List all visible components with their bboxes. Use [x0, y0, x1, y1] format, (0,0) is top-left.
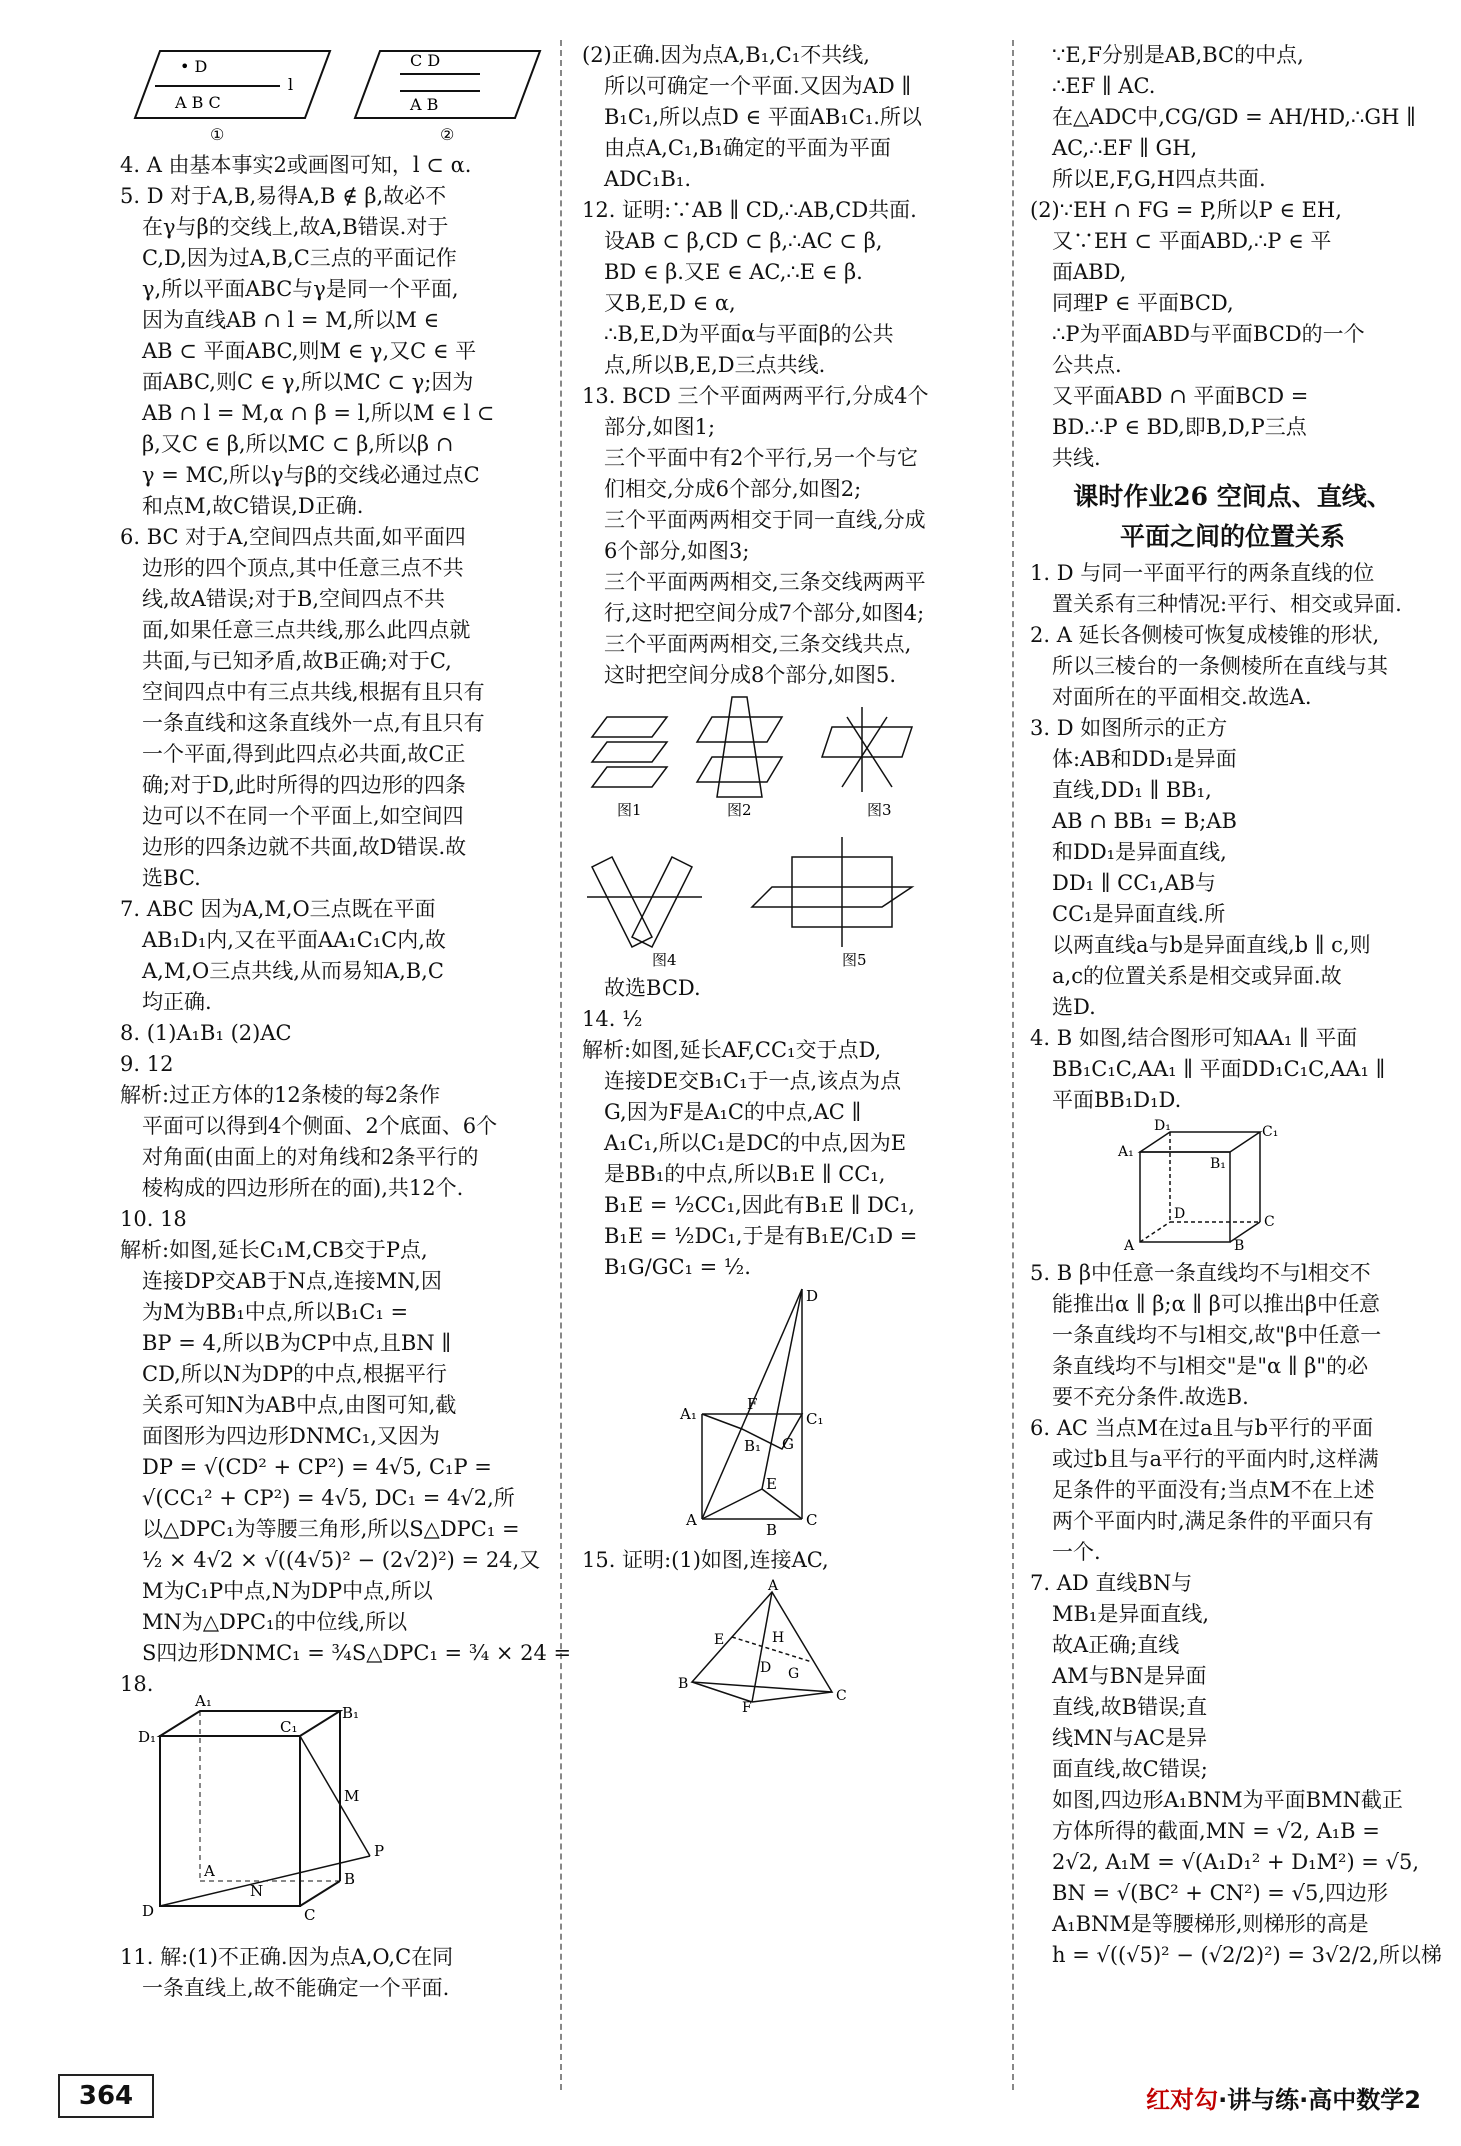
text-line: CD,所以N为DP的中点,根据平行 [142, 1362, 447, 1386]
text-line: 均正确. [142, 990, 212, 1014]
text-line: A₁BNM是等腰梯形,则梯形的高是 [1052, 1912, 1369, 1936]
text-line: 又∵EH ⊂ 平面ABD,∴P ∈ 平 [1052, 229, 1332, 253]
text-line: 4. B 如图,结合图形可知AA₁ ∥ 平面 [1030, 1026, 1358, 1050]
text-line: (2)正确.因为点A,B₁,C₁不共线, [582, 43, 870, 67]
prism-label-a1: A₁ [680, 1405, 697, 1423]
text-line: AB ⊂ 平面ABC,则M ∈ γ,又C ∈ 平 [142, 339, 477, 363]
text-line: 或过b且与a平行的平面内时,这样满 [1052, 1447, 1379, 1471]
text-line: 6. BC 对于A,空间四点共面,如平面四 [120, 525, 466, 549]
text-line: 边形的四条边就不共面,故D错误.故 [142, 835, 467, 859]
text-line: 故A正确;直线 [1052, 1633, 1180, 1657]
fig-caption-1: 图1 [617, 801, 642, 819]
text-line: 边可以不在同一个平面上,如空间四 [142, 804, 464, 828]
cube-label-n: N [250, 1882, 264, 1900]
text-line: 12. 证明:∵AB ∥ CD,∴AB,CD共面. [582, 198, 917, 222]
text-line: 平面BB₁D₁D. [1052, 1088, 1182, 1112]
col3-text-3 [1030, 1258, 1442, 1971]
tri-label-c: C [836, 1688, 847, 1704]
tri-label-b: B [678, 1676, 689, 1692]
page-number: 364 [58, 2074, 154, 2118]
column-divider-1 [560, 40, 562, 2090]
text-line: A,M,O三点共线,从而易知A,B,C [142, 959, 444, 983]
text-line: 18. [120, 1672, 154, 1696]
text-line: 行,这时把空间分成7个部分,如图4; [604, 601, 925, 625]
text-line: 由点A,C₁,B₁确定的平面为平面 [604, 136, 891, 160]
text-line: 条直线均不与l相交"是"α ∥ β"的必 [1052, 1354, 1369, 1378]
text-line: γ,所以平面ABC与γ是同一个平面, [142, 277, 459, 301]
text-line: ∵E,F分别是AB,BC的中点, [1052, 43, 1304, 67]
text-line: 直线,DD₁ ∥ BB₁, [1052, 778, 1212, 802]
column-3 [1030, 40, 1442, 1971]
text-line: 9. 12 [120, 1052, 174, 1076]
text-line: 一条直线上,故不能确定一个平面. [142, 1976, 450, 2000]
text-line: 线MN与AC是异 [1052, 1726, 1208, 1750]
cube-label-b1: B₁ [342, 1704, 360, 1722]
text-line: 以△DPC₁为等腰三角形,所以S△DPC₁ = [142, 1517, 520, 1541]
text-line: 解析:如图,延长C₁M,CB交于P点, [120, 1238, 428, 1262]
cube2-label-d1: D₁ [1154, 1118, 1171, 1134]
col3-text [1030, 40, 1435, 474]
col2-text-after [582, 1545, 992, 1576]
text-line: 连接DP交AB于N点,连接MN,因 [142, 1269, 442, 1293]
cube2-label-c: C [1264, 1214, 1275, 1230]
cube-label-c1: C₁ [280, 1718, 298, 1736]
tri-label-f: F [742, 1700, 752, 1716]
text-line: AB₁D₁内,又在平面AA₁C₁C内,故 [142, 928, 446, 952]
text-line: 边形的四个顶点,其中任意三点不共 [142, 556, 464, 580]
section-heading-line1: 课时作业26 空间点、直线、 [1073, 482, 1392, 511]
column-2 [582, 40, 992, 1718]
cube2-label-d: D [1174, 1206, 1186, 1222]
text-line: 对角面(由面上的对角线和2条平行的 [142, 1145, 479, 1169]
text-line: AB ∩ l = M,α ∩ β = l,所以M ∈ l ⊂ [142, 401, 495, 425]
text-line: 和点M,故C错误,D正确. [142, 494, 364, 518]
text-line: 7. ABC 因为A,M,O三点既在平面 [120, 897, 436, 921]
text-line: BD ∈ β.又E ∈ AC,∴E ∈ β. [604, 260, 863, 284]
text-line: 选D. [1052, 995, 1096, 1019]
text-line: β,又C ∈ β,所以MC ⊂ β,所以β ∩ [142, 432, 454, 456]
fig-caption-4: 图4 [652, 951, 677, 969]
text-line: γ = MC,所以γ与β的交线必通过点C [142, 463, 480, 487]
tri-label-e: E [714, 1632, 725, 1648]
text-line: 一个平面,得到此四点必共面,故C正 [142, 742, 466, 766]
text-line: 1. D 与同一平面平行的两条直线的位 [1030, 561, 1375, 585]
text-line: 以两直线a与b是异面直线,b ∥ c,则 [1052, 933, 1371, 957]
text-line: G,因为F是A₁C的中点,AC ∥ [604, 1100, 862, 1124]
prism-label-f: F [747, 1395, 758, 1413]
column-divider-2 [1012, 40, 1014, 2090]
text-line: 公共点. [1052, 353, 1122, 377]
fig2-number: ② [440, 125, 455, 144]
cube-label-m: M [344, 1787, 360, 1805]
text-line: √(CC₁² + CP²) = 4√5, DC₁ = 4√2,所 [142, 1486, 515, 1510]
prism-label-c: C [806, 1511, 818, 1529]
fig1-label-d: • D [180, 57, 208, 76]
cube2-label-a: A [1124, 1238, 1135, 1254]
text-line: 6. AC 当点M在过a且与b平行的平面 [1030, 1416, 1374, 1440]
text-line: B₁G/GC₁ = ½. [604, 1255, 751, 1279]
text-line: 7. AD 直线BN与 [1030, 1571, 1193, 1595]
text-line: 和DD₁是异面直线, [1052, 840, 1227, 864]
text-line: A₁C₁,所以C₁是DC的中点,因为E [604, 1131, 907, 1155]
tri-label-h: H [772, 1630, 785, 1646]
text-line: 能推出α ∥ β;α ∥ β可以推出β中任意 [1052, 1292, 1380, 1316]
text-line: 11. 解:(1)不正确.因为点A,O,C在同 [120, 1945, 454, 1969]
cube-label-a1: A₁ [195, 1692, 212, 1710]
text-line: CC₁是异面直线.所 [1052, 902, 1226, 926]
text-line: DD₁ ∥ CC₁,AB与 [1052, 871, 1216, 895]
text-line: 所以E,F,G,H四点共面. [1052, 167, 1266, 191]
text-line: 面,如果任意三点共线,那么此四点就 [142, 618, 471, 642]
text-line: 这时把空间分成8个部分,如图5. [604, 663, 897, 687]
cube2-label-a1: A₁ [1118, 1144, 1134, 1160]
col3-text-2 [1030, 558, 1435, 1116]
text-line: 5. B β中任意一条直线均不与l相交不 [1030, 1261, 1371, 1285]
cube2-label-c1: C₁ [1262, 1124, 1279, 1140]
text-line: 故选BCD. [604, 976, 701, 1000]
text-line: 点,所以B,E,D三点共线. [604, 353, 826, 377]
text-line: B₁E = ½DC₁,于是有B₁E/C₁D = [604, 1224, 918, 1248]
text-line: a,c的位置关系是相交或异面.故 [1052, 964, 1342, 988]
text-line: 部分,如图1; [604, 415, 716, 439]
text-line: 3. D 如图所示的正方 [1030, 716, 1228, 740]
text-line: BP = 4,所以B为CP中点,且BN ∥ [142, 1331, 452, 1355]
text-line: 14. ½ [582, 1007, 643, 1031]
fig1-label-abc: A B C [175, 93, 221, 112]
text-line: 对面所在的平面相交.故选A. [1052, 685, 1312, 709]
text-line: S四边形DNMC₁ = ¾S△DPC₁ = ¾ × 24 = [142, 1641, 572, 1665]
text-line: 是BB₁的中点,所以B₁E ∥ CC₁, [604, 1162, 886, 1186]
text-line: 2√2, A₁M = √(A₁D₁² + D₁M²) = √5, [1052, 1850, 1419, 1874]
text-line: C,D,因为过A,B,C三点的平面记作 [142, 246, 457, 270]
fig-caption-5: 图5 [842, 951, 867, 969]
text-line: 面直线,故C错误; [1052, 1757, 1208, 1781]
col2-text [582, 40, 992, 691]
text-line: MN为△DPC₁的中位线,所以 [142, 1610, 408, 1634]
text-line: 8. (1)A₁B₁ (2)AC [120, 1021, 292, 1045]
text-line: 所以三棱台的一条侧棱所在直线与其 [1052, 654, 1388, 678]
cube-label-p: P [374, 1842, 385, 1860]
text-line: 解析:如图,延长AF,CC₁交于点D, [582, 1038, 882, 1062]
cube-label-d: D [142, 1902, 155, 1920]
text-line: 们相交,分成6个部分,如图2; [604, 477, 862, 501]
text-line: 选BC. [142, 866, 201, 890]
text-line: 面图形为四边形DNMC₁,又因为 [142, 1424, 440, 1448]
text-line: ∴B,E,D为平面α与平面β的公共 [604, 322, 894, 346]
cube-label-b: B [344, 1870, 356, 1888]
text-line: 又B,E,D ∈ α, [604, 291, 736, 315]
text-line: (2)∵EH ∩ FG = P,所以P ∈ EH, [1030, 198, 1342, 222]
text-line: 关系可知N为AB中点,由图可知,截 [142, 1393, 457, 1417]
text-line: 如图,四边形A₁BNM为平面BMN截正 [1052, 1788, 1403, 1812]
fig2-label-ab: A B [410, 95, 439, 114]
text-line: 一条直线和这条直线外一点,有且只有 [142, 711, 485, 735]
cube-label-d1: D₁ [138, 1728, 157, 1746]
text-line: 6个部分,如图3; [604, 539, 750, 563]
tri-label-a: A [768, 1578, 779, 1594]
text-line: 三个平面两两相交,三条交线共点, [604, 632, 912, 656]
text-line: 又平面ABD ∩ 平面BCD = [1052, 384, 1309, 408]
text-line: 确;对于D,此时所得的四边形的四条 [142, 773, 466, 797]
prism-figure-q14 [582, 1289, 992, 1539]
cube-figure-q10 [120, 1692, 550, 1936]
text-line: ADC₁B₁. [604, 167, 692, 191]
text-line: AC,∴EF ∥ GH, [1052, 136, 1198, 160]
text-line: 解析:过正方体的12条棱的每2条作 [120, 1083, 441, 1107]
text-line: 设AB ⊂ β,CD ⊂ β,∴AC ⊂ β, [604, 229, 883, 253]
text-line: 线,故A错误;对于B,空间四点不共 [142, 587, 446, 611]
text-line: 为M为BB₁中点,所以B₁C₁ = [142, 1300, 409, 1324]
text-line: 三个平面两两相交,三条交线两两平 [604, 570, 926, 594]
planes-figure [120, 46, 550, 144]
text-line: 置关系有三种情况:平行、相交或异面. [1052, 592, 1402, 616]
cube2-label-b1: B₁ [1210, 1156, 1226, 1172]
planes-five-figures [582, 697, 992, 967]
tri-label-d: D [760, 1660, 772, 1676]
text-line: DP = √(CD² + CP²) = 4√5, C₁P = [142, 1455, 492, 1479]
text-line: BN = √(BC² + CN²) = √5,四边形 [1052, 1881, 1388, 1905]
text-line: 2. A 延长各侧棱可恢复成棱锥的形状, [1030, 623, 1380, 647]
text-line: ½ × 4√2 × √((4√5)² − (2√2)²) = 24,又 [142, 1548, 541, 1572]
prism-label-c1: C₁ [806, 1410, 824, 1428]
text-line: 面ABD, [1052, 260, 1127, 284]
text-line: M为C₁P中点,N为DP中点,所以 [142, 1579, 433, 1603]
text-line: 面ABC,则C ∈ γ,所以MC ⊂ γ;因为 [142, 370, 474, 394]
text-line: B₁C₁,所以点D ∈ 平面AB₁C₁.所以 [604, 105, 922, 129]
text-line: 要不充分条件.故选B. [1052, 1385, 1249, 1409]
text-line: 足条件的平面没有;当点M不在上述 [1052, 1478, 1375, 1502]
text-line: 4. A 由基本事实2或画图可知，l ⊂ α. [120, 153, 472, 177]
text-line: 在△ADC中,CG/GD = AH/HD,∴GH ∥ [1052, 105, 1416, 129]
prism-label-e: E [766, 1475, 777, 1493]
fig1-label-l: l [288, 75, 294, 94]
tetrahedron-figure-q15 [582, 1578, 992, 1716]
text-line: BD.∴P ∈ BD,即B,D,P三点 [1052, 415, 1307, 439]
cube2-label-b: B [1234, 1238, 1245, 1254]
text-line: 共线. [1052, 446, 1101, 470]
text-line: AB ∩ BB₁ = B;AB [1052, 809, 1237, 833]
text-line: AM与BN是异面 [1052, 1664, 1207, 1688]
text-line: 所以可确定一个平面.又因为AD ∥ [604, 74, 912, 98]
text-line: ∴EF ∥ AC. [1052, 74, 1156, 98]
text-line: 棱构成的四边形所在的面),共12个. [142, 1176, 464, 1200]
cube-label-a: A [204, 1862, 215, 1880]
text-line: 三个平面中有2个平行,另一个与它 [604, 446, 919, 470]
text-line: 空间四点中有三点共线,根据有且只有 [142, 680, 485, 704]
fig2-label-cd: C D [410, 51, 441, 70]
fig-caption-2: 图2 [727, 801, 752, 819]
text-line: 两个平面内时,满足条件的平面只有 [1052, 1509, 1374, 1533]
cube-label-c: C [304, 1906, 316, 1924]
prism-label-g: G [782, 1435, 794, 1453]
text-line: 三个平面两两相交于同一直线,分成 [604, 508, 926, 532]
cube-figure-q4 [1030, 1118, 1435, 1254]
fig1-number: ① [210, 125, 225, 144]
text-line: 连接DE交B₁C₁于一点,该点为点 [604, 1069, 902, 1093]
footer-text: ·讲与练·高中数学2 [1218, 2086, 1421, 2114]
tri-label-g: G [788, 1666, 800, 1682]
text-line: 体:AB和DD₁是异面 [1052, 747, 1237, 771]
text-line: 直线,故B错误;直 [1052, 1695, 1208, 1719]
text-line: 共面,与已知矛盾,故B正确;对于C, [142, 649, 452, 673]
col1-text [120, 150, 572, 1700]
text-line: MB₁是异面直线, [1052, 1602, 1210, 1626]
text-line: 在γ与β的交线上,故A,B错误.对于 [142, 215, 449, 239]
text-line: 一条直线均不与l相交,故"β中任意一 [1052, 1323, 1382, 1347]
prism-label-b1: B₁ [744, 1437, 762, 1455]
text-line: 因为直线AB ∩ l = M,所以M ∈ [142, 308, 440, 332]
prism-label-b: B [766, 1521, 778, 1539]
text-line: 13. BCD 三个平面两两平行,分成4个 [582, 384, 929, 408]
footer [1146, 2080, 1421, 2115]
column-1 [120, 40, 572, 2004]
text-line: ∴P为平面ABD与平面BCD的一个 [1052, 322, 1365, 346]
text-line: h = √((√5)² − (√2/2)²) = 3√2/2,所以梯 [1052, 1943, 1442, 1967]
col1-text-after [120, 1942, 550, 2004]
section-heading-line2: 平面之间的位置关系 [1119, 522, 1345, 551]
text-line: 一个. [1052, 1540, 1101, 1564]
text-line: 15. 证明:(1)如图,连接AC, [582, 1548, 829, 1572]
fig-caption-3: 图3 [867, 801, 892, 819]
text-line: B₁E = ½CC₁,因此有B₁E ∥ DC₁, [604, 1193, 915, 1217]
text-line: 同理P ∈ 平面BCD, [1052, 291, 1234, 315]
col2-text-mid [582, 973, 992, 1283]
prism-label-d: D [806, 1287, 819, 1305]
text-line: 5. D 对于A,B,易得A,B ∉ β,故必不 [120, 184, 447, 208]
text-line: 10. 18 [120, 1207, 187, 1231]
text-line: 平面可以得到4个侧面、2个底面、6个 [142, 1114, 498, 1138]
text-line: 方体所得的截面,MN = √2, A₁B = [1052, 1819, 1380, 1843]
prism-label-a: A [686, 1511, 697, 1529]
text-line: BB₁C₁C,AA₁ ∥ 平面DD₁C₁C,AA₁ ∥ [1052, 1057, 1386, 1081]
footer-brand: 红对勾 [1146, 2086, 1219, 2114]
